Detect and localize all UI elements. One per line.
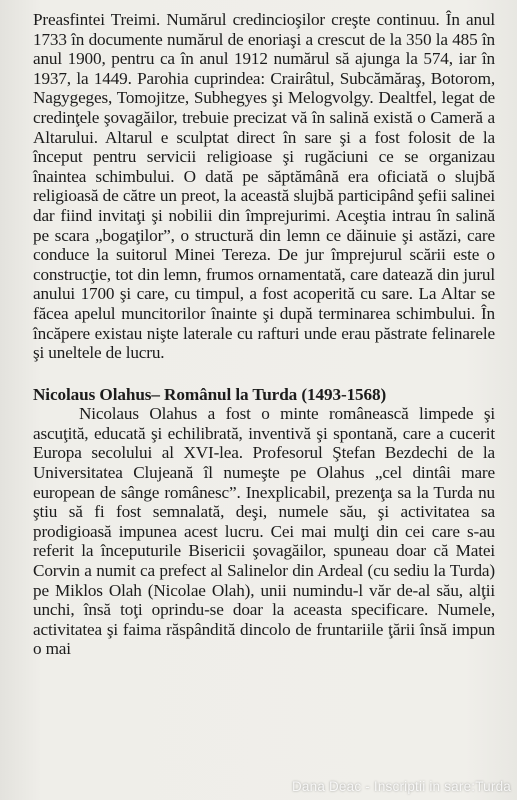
photo-watermark: Dana Deac - Inscriptii in sare:Turda bbox=[291, 779, 511, 794]
text-column bbox=[33, 10, 495, 659]
body-paragraph: Preasfintei Treimi. Numărul credincioşilor creşte continuu. În anul 1733 în documente numărul de enoriaşi a crescut de la 350 la 485 în anul 1900, pentru ca în anul 1912 numărul să ajunga la 574, iar în 1937, la 1449. Parohia cuprindea: Crairâtul, Subcămăraş, Botorom, Nagygeges, Tomojitze, Subhegyes şi Melogvolgy. Dealtfel, legat de credinţele şovagăilor, trebuie precizat vă în salină există o Cameră a Altarului. Altarul e sculptat direct în sare şi a fost folosit de la început pentru servicii religioase şi rugăciuni ce se organizau înaintea schimbului. O dată pe săptămână era oficiată o slujbă religioasă de către un preot, la această slujbă participând şefii salinei dar fiind invitaţi şi nobilii din împrejurimi. Aceştia intrau în salină pe scara „bogaţilor”, o structură din lemn ce dăinuie şi astăzi, care conduce la suitorul Minei Tereza. De jur împrejurul scării este o construcţie, tot din lemn, frumos ornamentată, care datează din jurul anului 1700 şi care, cu timpul, a fost acoperită cu sare. La Altar se făcea apelul muncitorilor înainte şi după terminarea schimbului. În încăpere existau nişte laterale cu rafturi unde erau păstrate felinarele şi uneltele de lucru. bbox=[33, 10, 495, 363]
section-heading: Nicolaus Olahus– Românul la Turda (1493-1568) bbox=[33, 384, 387, 404]
body-paragraph-olahus: Nicolaus Olahus a fost o minte românească limpede şi ascuţită, educată şi echilibrată, inventivă şi spontană, care a cucerit Europa secolului al XVI-lea. Profesorul Ştefan Bezdechi de la Universitatea Clujeană îl numeşte pe Olahus „cel dintâi mare european de sânge românesc”. Inexplicabil, prezenţa sa la Turda nu ştiu să fi fost semnalată, deşi, numele său, şi activitatea sa prodigioasă impunea acest lucru. Cei mai mulţi din cei care s-au referit la începuturile Bisericii şovagăilor, spuneau doar că Matei Corvin a numit ca prefect al Salinelor din Ardeal (cu sediu la Turda) pe Miklos Olah (Nicolae Olah), unii numindu-l văr de-al său, alţii unchi, însă toţi oprindu-se doar la aceasta specificare. Numele, activitatea şi faima răspândită dincolo de fruntariile ţării însă impun o mai bbox=[33, 404, 495, 659]
